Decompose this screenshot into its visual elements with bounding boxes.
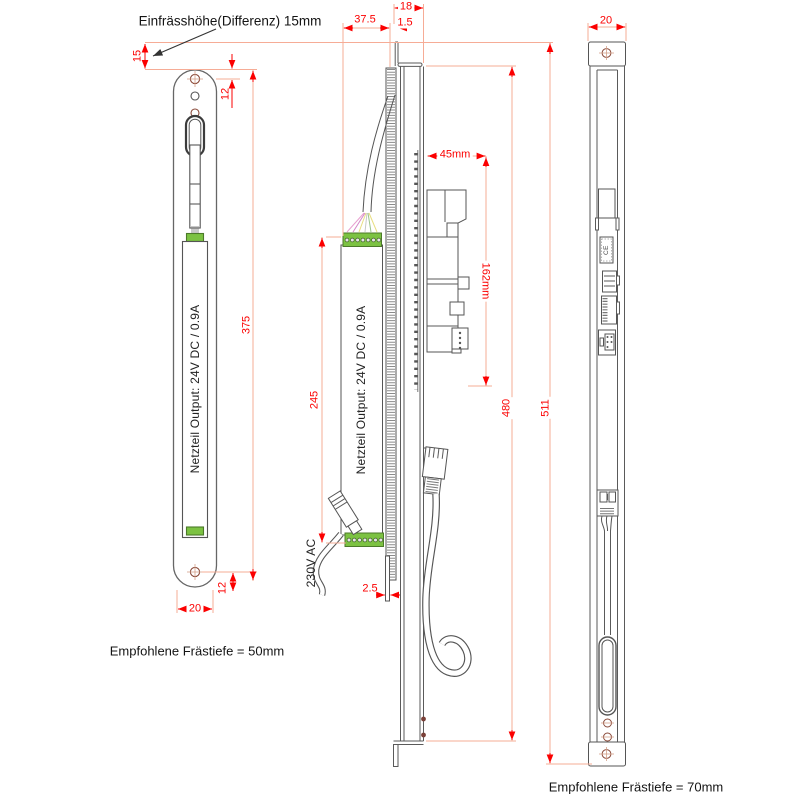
dim-37-5-label: 37.5: [354, 13, 376, 26]
dim-375-label: 375: [240, 315, 253, 335]
dim-2-5-label: 2.5: [362, 582, 378, 595]
blade: [386, 556, 390, 601]
dim-20-front-label: 20: [188, 602, 202, 615]
dim-15-label: 15: [131, 49, 144, 63]
ce-mark: CE: [602, 244, 610, 256]
terminal-wires: [347, 213, 377, 232]
back-top-cap: [589, 42, 626, 66]
back-view: [589, 42, 626, 766]
dim-162mm-label: 162mm: [479, 262, 492, 300]
front-green-band-top: [187, 234, 204, 242]
ac-230v-text: 230V AC: [304, 538, 318, 588]
dim-1-5-label: 1.5: [397, 16, 413, 29]
bottom-tab: [394, 745, 399, 767]
callout-einfraesshoehe: Einfrässhöhe(Differenz) 15mm: [138, 13, 322, 29]
dim-20-back-label: 20: [599, 14, 613, 27]
front-green-band-bottom: [187, 527, 204, 535]
dim-511-label: 511: [539, 399, 552, 417]
front-psu-text: Netzteil Output: 24V DC / 0.9A: [188, 304, 202, 474]
dim-45mm-label: 45mm: [439, 148, 471, 161]
dim-245-label: 245: [308, 390, 321, 410]
dim-12-bottom-label: 12: [216, 581, 229, 595]
side-psu-text: Netzteil Output: 24V DC / 0.9A: [354, 305, 368, 475]
dim-12-top-label: 12: [219, 87, 232, 101]
terminal-block-bottom: [345, 533, 384, 547]
mechanism-unit: [427, 190, 469, 353]
note-fraestiefe-70: Empfohlene Frästiefe = 70mm: [548, 779, 724, 795]
component-box: [599, 189, 616, 218]
note-fraestiefe-50: Empfohlene Frästiefe = 50mm: [109, 643, 285, 659]
handle-shaft: [190, 145, 200, 228]
terminal-block-top: [343, 233, 382, 247]
dim-480-label: 480: [500, 398, 513, 418]
dim-18-label: 18: [399, 0, 413, 13]
